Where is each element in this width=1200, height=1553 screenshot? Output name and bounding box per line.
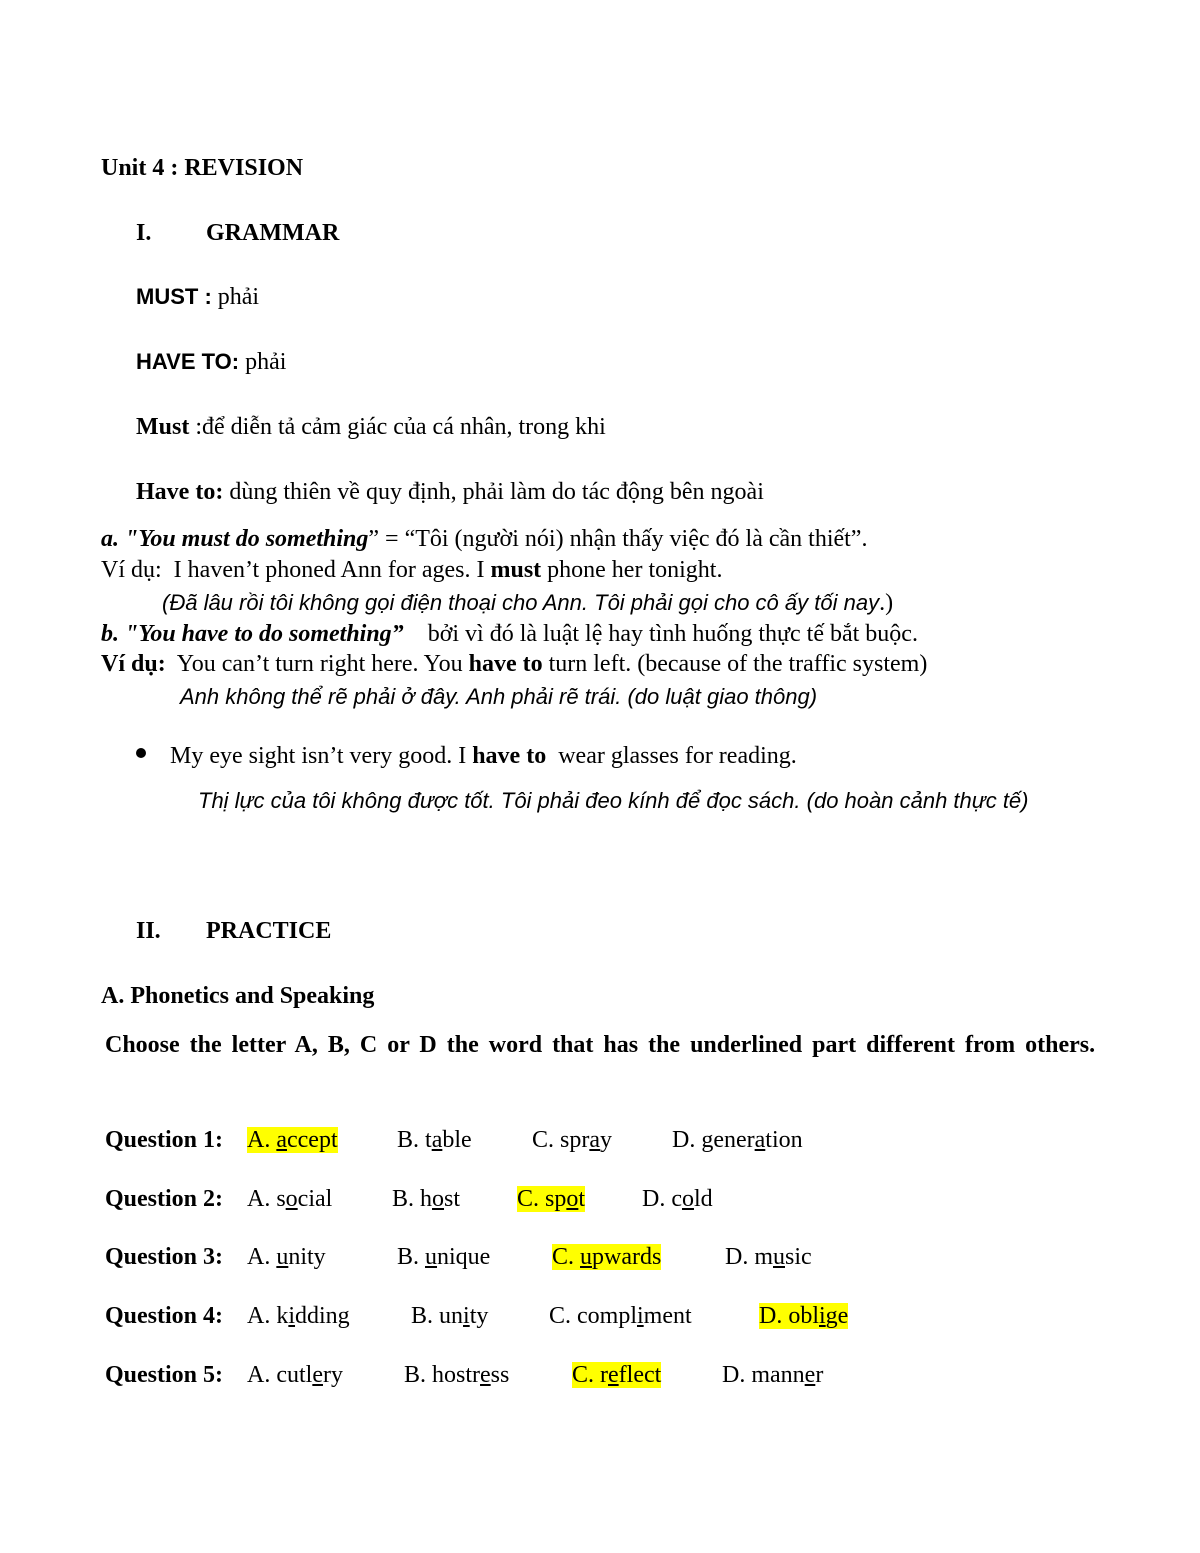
option-text xyxy=(247,1186,332,1212)
question-option xyxy=(397,1125,472,1155)
point-b-example xyxy=(101,650,927,678)
grammar-numeral: I. xyxy=(136,220,152,246)
bullet-emphasis: have to xyxy=(472,743,547,769)
option-suffix: ge xyxy=(825,1303,849,1329)
option-letter-prefix: D. gener xyxy=(672,1127,755,1153)
option-letter-prefix: D. obl xyxy=(759,1303,819,1329)
bullet-dot xyxy=(136,748,146,758)
option-letter-prefix: A. xyxy=(247,1127,277,1153)
point-a-translation xyxy=(162,589,893,617)
option-letter-prefix: C. compl xyxy=(549,1303,637,1329)
question-option xyxy=(572,1360,661,1390)
bullet-translation: Thị lực của tôi không được tốt. Tôi phải đeo kính để đọc sách. (do hoàn cảnh thực tế) xyxy=(198,788,1029,813)
question-option xyxy=(725,1242,812,1272)
point-b xyxy=(101,620,918,648)
answer-highlight xyxy=(517,1186,585,1212)
option-letter-prefix: C. spr xyxy=(532,1127,590,1153)
point-a-quote: "You must do something xyxy=(125,526,369,552)
unit-title: Unit 4 : REVISION xyxy=(101,155,304,181)
underlined-part: i xyxy=(463,1303,470,1329)
question-option xyxy=(404,1360,509,1390)
point-a-letter: a. xyxy=(101,526,119,552)
option-suffix: ry xyxy=(322,1362,343,1388)
bullet-text: wear glasses for reading. xyxy=(558,743,797,769)
option-text xyxy=(392,1186,460,1212)
option-letter-prefix: A. cutl xyxy=(247,1362,313,1388)
question-option xyxy=(247,1125,338,1155)
must-meaning: phải xyxy=(217,284,260,310)
option-suffix: ty xyxy=(469,1303,489,1329)
option-text xyxy=(247,1244,326,1270)
question-label: Question 2: xyxy=(105,1186,224,1212)
option-suffix: ble xyxy=(442,1127,472,1153)
option-text xyxy=(672,1127,803,1153)
option-suffix: dding xyxy=(295,1303,350,1329)
option-suffix: ccept xyxy=(287,1127,338,1153)
haveto-usage-label: Have to: xyxy=(136,479,224,505)
underlined-part: e xyxy=(312,1362,323,1388)
option-suffix: y xyxy=(600,1127,612,1153)
haveto-meaning: phải xyxy=(245,349,287,375)
grammar-heading: GRAMMAR xyxy=(206,220,340,246)
example-text: I haven’t phoned Ann for ages. I xyxy=(173,557,485,583)
question-option xyxy=(672,1125,803,1155)
example-text: phone her tonight. xyxy=(547,557,723,583)
option-text xyxy=(397,1127,472,1153)
option-suffix: flect xyxy=(618,1362,662,1388)
point-a xyxy=(101,525,867,553)
answer-highlight xyxy=(759,1303,848,1329)
question-label: Question 1: xyxy=(105,1127,224,1153)
option-text xyxy=(247,1303,350,1329)
point-a-rest: ” = “Tôi (người nói) nhận thấy việc đó là cần thiết”. xyxy=(368,526,868,552)
instruction: Choose the letter A, B, C or D the word that has the underlined part different from others. xyxy=(105,1032,1096,1058)
option-letter-prefix: C. sp xyxy=(517,1186,567,1212)
example-label: Ví dụ: xyxy=(101,651,166,677)
underlined-part: o xyxy=(566,1186,579,1212)
bullet-line xyxy=(170,742,797,770)
example-text: turn left. (because of the traffic system) xyxy=(548,651,928,677)
option-text xyxy=(549,1303,692,1329)
option-letter-prefix: A. xyxy=(247,1244,277,1270)
option-suffix: pwards xyxy=(592,1244,662,1270)
option-text xyxy=(397,1244,490,1270)
question-option xyxy=(532,1125,612,1155)
question-option xyxy=(247,1301,350,1331)
option-letter-prefix: A. s xyxy=(247,1186,286,1212)
question-option xyxy=(642,1184,713,1214)
translation-punct: .) xyxy=(879,590,894,616)
question-option xyxy=(392,1184,460,1214)
question-option xyxy=(722,1360,823,1390)
example-text: You can’t turn right here. You xyxy=(176,651,463,677)
must-label: MUST : xyxy=(136,284,212,309)
option-text xyxy=(411,1303,488,1329)
example-label: Ví dụ: xyxy=(101,557,162,583)
underlined-part: o xyxy=(285,1186,298,1212)
option-suffix: sic xyxy=(785,1244,812,1270)
underlined-part: a xyxy=(276,1127,287,1153)
underlined-part: e xyxy=(608,1362,619,1388)
point-b-translation: Anh không thể rẽ phải ở đây. Anh phải rẽ trái. (do luật giao thông) xyxy=(180,684,818,709)
option-letter-prefix: D. c xyxy=(642,1186,682,1212)
option-suffix: nique xyxy=(437,1244,491,1270)
option-suffix: ss xyxy=(490,1362,510,1388)
question-label: Question 4: xyxy=(105,1303,224,1329)
question-label: Question 5: xyxy=(105,1362,224,1388)
underlined-part: a xyxy=(754,1127,766,1153)
option-letter-prefix: B. xyxy=(397,1244,426,1270)
underlined-part: u xyxy=(276,1244,289,1270)
question-option xyxy=(397,1242,490,1272)
question-option xyxy=(517,1184,585,1214)
underlined-part: e xyxy=(804,1362,816,1388)
answer-highlight xyxy=(572,1362,661,1388)
haveto-line xyxy=(136,348,286,376)
practice-numeral: II. xyxy=(136,918,161,944)
underlined-part: o xyxy=(681,1186,694,1212)
option-text xyxy=(722,1362,823,1388)
practice-heading: PRACTICE xyxy=(206,918,332,944)
option-letter-prefix: B. un xyxy=(411,1303,464,1329)
question-option xyxy=(411,1301,488,1331)
option-suffix: nity xyxy=(288,1244,326,1270)
option-suffix: st xyxy=(444,1186,461,1212)
question-option xyxy=(247,1184,332,1214)
point-b-quote: "You have to do something” xyxy=(125,621,404,647)
underlined-part: u xyxy=(773,1244,785,1270)
translation-punct: ( xyxy=(162,590,170,615)
section-a-heading: A. Phonetics and Speaking xyxy=(101,983,375,1009)
must-usage-text: :để diễn tả cảm giác của cá nhân, trong khi xyxy=(195,414,606,440)
option-letter-prefix: C. r xyxy=(572,1362,608,1388)
answer-highlight xyxy=(247,1127,338,1153)
option-text xyxy=(404,1362,509,1388)
option-suffix: r xyxy=(815,1362,824,1388)
bullet-text: My eye sight isn’t very good. I xyxy=(170,743,467,769)
point-a-example xyxy=(101,556,722,584)
must-usage-label: Must xyxy=(136,414,190,440)
point-b-letter: b. xyxy=(101,621,119,647)
option-text xyxy=(642,1186,713,1212)
question-option xyxy=(247,1360,343,1390)
underlined-part: i xyxy=(288,1303,296,1329)
option-suffix: tion xyxy=(765,1127,803,1153)
question-option xyxy=(552,1242,661,1272)
option-text xyxy=(247,1362,343,1388)
underlined-part: a xyxy=(431,1127,443,1153)
option-letter-prefix: A. k xyxy=(247,1303,289,1329)
question-option xyxy=(549,1301,692,1331)
option-suffix: cial xyxy=(297,1186,333,1212)
example-emphasis: have to xyxy=(468,651,543,677)
underlined-part: i xyxy=(637,1303,644,1329)
option-letter-prefix: D. mann xyxy=(722,1362,805,1388)
underlined-part: u xyxy=(425,1244,438,1270)
option-letter-prefix: B. h xyxy=(392,1186,433,1212)
must-usage-line xyxy=(136,413,606,441)
option-letter-prefix: B. hostr xyxy=(404,1362,481,1388)
option-text xyxy=(725,1244,812,1270)
underlined-part: e xyxy=(480,1362,491,1388)
example-emphasis: must xyxy=(490,557,542,583)
haveto-usage-line xyxy=(136,478,764,506)
underlined-part: i xyxy=(819,1303,826,1329)
question-option xyxy=(759,1301,848,1331)
option-letter-prefix: D. m xyxy=(725,1244,773,1270)
option-suffix: t xyxy=(578,1186,586,1212)
haveto-label: HAVE TO: xyxy=(136,349,240,374)
point-b-rest: bởi vì đó là luật lệ hay tình huống thực tế bắt buộc. xyxy=(427,621,918,647)
answer-highlight xyxy=(552,1244,661,1270)
underlined-part: u xyxy=(580,1244,593,1270)
question-option xyxy=(247,1242,326,1272)
option-letter-prefix: C. xyxy=(552,1244,581,1270)
option-suffix: ld xyxy=(693,1186,713,1212)
underlined-part: o xyxy=(432,1186,445,1212)
translation-text: Đã lâu rồi tôi không gọi điện thoại cho Ann. Tôi phải gọi cho cô ấy tối nay xyxy=(169,590,880,615)
haveto-usage-text: dùng thiên về quy định, phải làm do tác động bên ngoài xyxy=(229,479,764,505)
option-suffix: ment xyxy=(643,1303,692,1329)
underlined-part: a xyxy=(589,1127,600,1153)
option-text xyxy=(532,1127,612,1153)
option-letter-prefix: B. t xyxy=(397,1127,432,1153)
question-label: Question 3: xyxy=(105,1244,224,1270)
must-line xyxy=(136,283,259,311)
